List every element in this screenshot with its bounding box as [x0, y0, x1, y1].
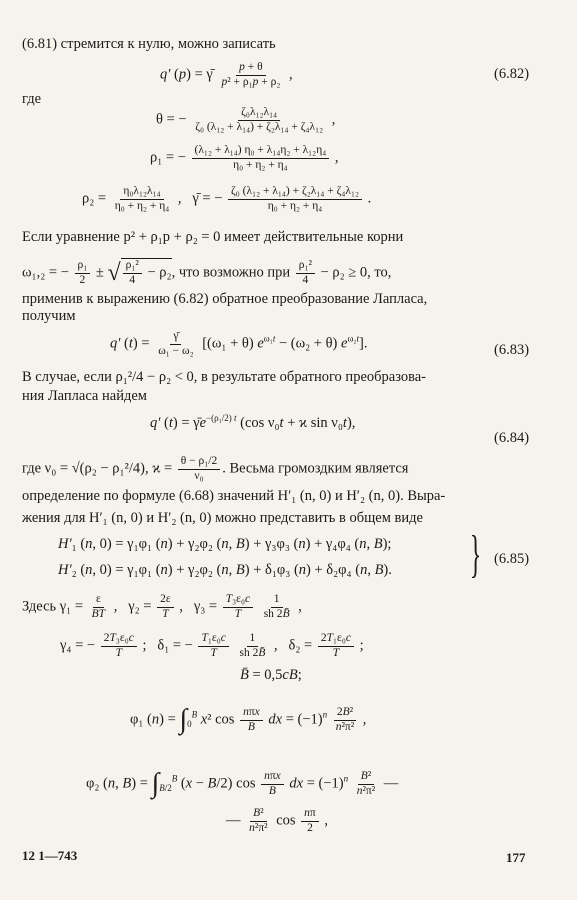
equation-gammas: Здесь γ₁ = $\frac{\varepsilon}{BT}$ , γ₂ = $\frac{2\varepsilon}{T}$ , γ₃ = $\frac{\text{T₃ε₀c}}{T}$ $\frac{1}{sh 2B̄}$ ,: [22, 593, 302, 620]
equation-6-83: q′ (t) = $\frac{\gammā}{\text{ω₁ − ω₂}}$ [(ω₁ + θ) $e^{\omega_1t} - (\omega_2 + \theta)$ $e^{\omega_2t}$].: [110, 330, 368, 357]
equation-bbar: B̄ = 0,5cB;: [240, 667, 302, 683]
footer-signature: 12 1—743: [22, 848, 78, 863]
text-where-nu0: где ν₀ = √(ρ₂ − ρ₁²/4), ϰ = $\frac{\text{θ − ρ₁/2}}{\text{ν₀}}$ . Весьма громоздким является: [22, 455, 409, 482]
text-def-line-2: жения для H′₁ (n, 0) и H′₂ (n, 0) можно представить в общем виде: [22, 510, 423, 526]
text-if-line-1: Если уравнение p² + ρ₁p + ρ₂ = 0 имеет действительные корни: [22, 229, 404, 245]
text-line-intro: (6.81) стремится к нулю, можно записать: [22, 36, 276, 52]
text-case-line-1: В случае, если ρ₁²/4 − ρ₂ < 0, в результате обратного преобразова-: [22, 369, 427, 385]
equation-number-6-84: (6.84): [494, 430, 530, 446]
here-word: Здесь: [22, 598, 57, 615]
equation-6-84: q′ $(t) = \gammāe^{-(\rho_1/2) t}$ (cos ν₀t + ϰ sin ν₀t),: [150, 413, 356, 431]
condition-suffix: − ρ₂ ≥ 0, то,: [320, 264, 392, 281]
equation-number-6-83: (6.83): [494, 342, 530, 358]
text-if-line-3: применив к выражению (6.82) обратное преобразование Лапласа,: [22, 291, 428, 307]
equation-phi2-line-1: φ₂ (n, $B) = \int_{B/2}^B$ (x − B/2) cos $\frac{\text{nπx}}{B}$ dx = $(-1)^n$ $\frac{\text{B²}}{\text{n²π²}}$ —: [86, 768, 399, 799]
equation-phi1: φ₁ $(n) = \int_0^B$ x² cos $\frac{\text{nπx}}{B}$ dx = $(-1)^n$ $\frac{\text{2B²}}{\text{n²π²}}$ ,: [130, 704, 367, 735]
equation-theta: θ = − $\frac{\text{ζ₀λ₁₂λ₁₄}}{\text{ζ₀ (λ₁₂ + λ₁₄) + ζ₂λ₁₄ + ζ₄λ₁₂}}$ ,: [156, 106, 336, 133]
text-def-line-1: определение по формуле (6.68) значений H′₁ (n, 0) и H′₂ (n, 0). Выра-: [22, 488, 446, 504]
equation-number-6-82: (6.82): [494, 66, 530, 82]
equation-6-82: q′ (p) = γ̄ $\frac{p + \theta}{\text{p² + ρ₁p + ρ₂}}$ ,: [160, 61, 293, 88]
text-if-line-2: ω₁,₂ = − $\frac{\text{ρ₁}}{2}$ ± √ $\frac{\text{ρ₁²}}{4}$ − ρ₂, что возможно при $\frac{\text{ρ₁²}}{4}$ − ρ₂ ≥ 0, то,: [22, 259, 392, 286]
equation-deltas: γ₄ = − $\frac{\text{2T₃ε₀c}}{T}$ ; δ₁ = − $\frac{\text{T₁ε₀c}}{T}$ $\frac{1}{sh 2B̄}$ , δ₂ = $\frac{\text{2T₁ε₀c}}{T}$ ;: [60, 632, 364, 659]
nu0-definition: где ν₀ = √(ρ₂ − ρ₁²/4), ϰ =: [22, 460, 173, 477]
cumbersome-text: . Весьма громоздким является: [222, 460, 409, 477]
equation-number-6-85: (6.85): [494, 551, 530, 567]
roots-prefix: ω₁,₂ = −: [22, 264, 69, 281]
equation-rho1: ρ₁ = − $\frac{\text{(λ₁₂ + λ₁₄) η₀ + λ₁₄η₂ + λ₁₂η₄}}{\text{η₀ + η₂ + η₄}}$ ,: [150, 144, 339, 171]
equation-6-85-second: H′₂ (n, 0) = γ₁φ₁ (n) + γ₂φ₂ (n, B) + δ₁φ₃ (n) + δ₂φ₄ (n, B).: [58, 562, 392, 578]
equation-phi2-line-2: — $\frac{\text{B²}}{\text{n²π²}}$ cos $\frac{n\pi}{2}$ ,: [226, 807, 328, 834]
equation-rho2-gammabar: ρ₂ = $\frac{\text{η₀λ₁₂λ₁₄}}{\text{η₀ + η₂ + η₄}}$ , γ̄ = − $\frac{\text{ζ₀ (λ₁₂ + λ₁₄) + ζ₂λ₁₄ + ζ₄λ₁₂}}{\text{η₀ + η₂ + η₄}}$ .: [82, 185, 372, 212]
text-if-line-4: получим: [22, 308, 76, 324]
page-number: 177: [506, 850, 526, 865]
text-case-line-2: ния Лапласа найдем: [22, 388, 147, 404]
text-where-1: где: [22, 91, 42, 107]
equation-6-85-first: H′₁ (n, 0) = γ₁φ₁ (n) + γ₂φ₂ (n, B) + γ₃φ₃ (n) + γ₄φ₄ (n, B);: [58, 536, 392, 552]
possible-when: что возможно при: [178, 264, 291, 281]
right-brace: }: [469, 526, 482, 583]
